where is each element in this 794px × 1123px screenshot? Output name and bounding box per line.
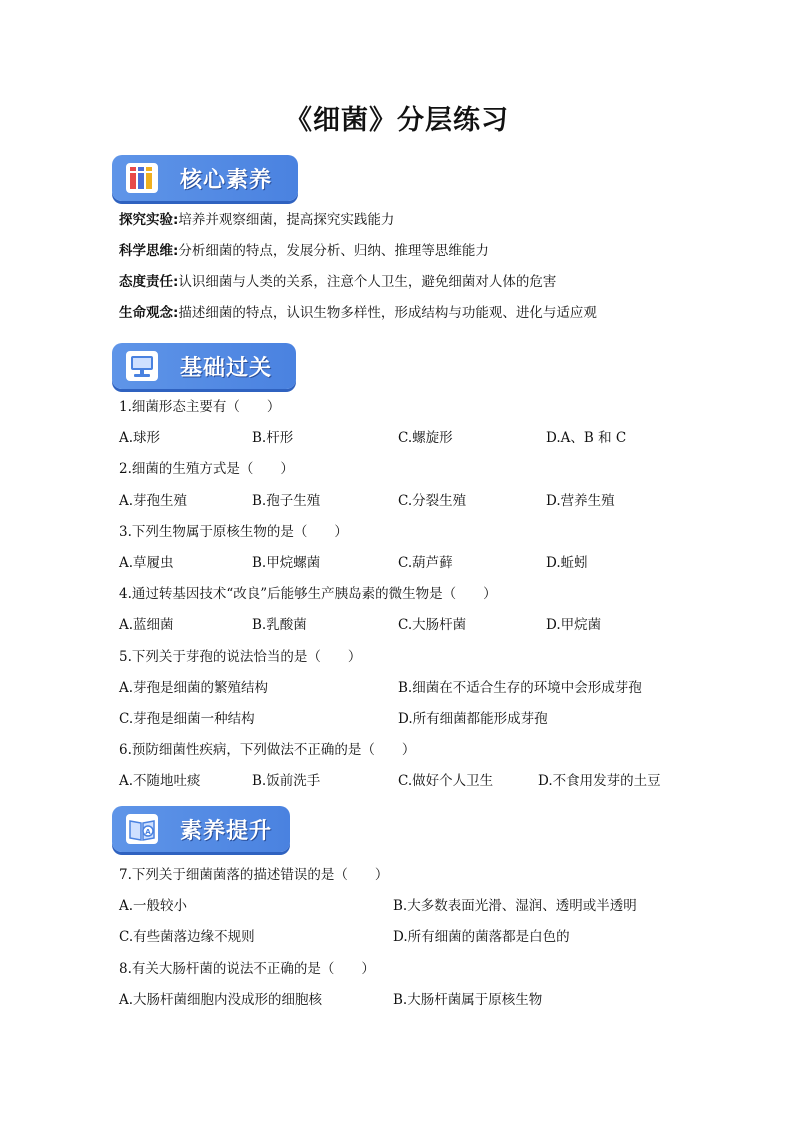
option: A.不随地吐痰 [119, 773, 201, 789]
books-icon [120, 161, 164, 195]
computer-desk-icon [120, 349, 164, 383]
option: A.球形 [119, 430, 161, 446]
option: A.芽孢是细菌的繁殖结构 [119, 680, 269, 696]
option: C.有些菌落边缘不规则 [119, 929, 255, 945]
section-title-improve: 素养提升 [180, 819, 273, 844]
core-item: 科学思维:分析细菌的特点，发展分析、归纳、推理等思维能力 [119, 243, 489, 259]
reading-book-icon [120, 812, 164, 846]
option: B.乳酸菌 [252, 617, 307, 633]
option: B.大多数表面光滑、湿润、透明或半透明 [393, 898, 637, 914]
question: 4.通过转基因技术“改良”后能够生产胰岛素的微生物是（ ） [119, 586, 497, 602]
option: A.大肠杆菌细胞内没成形的细胞核 [119, 992, 323, 1008]
question: 5.下列关于芽孢的说法恰当的是（ ） [119, 649, 362, 665]
section-banner-improve [112, 806, 290, 852]
section-title-basic: 基础过关 [180, 356, 273, 381]
section-title-core: 核心素养 [180, 168, 273, 193]
option: B.细菌在不适合生存的环境中会形成芽孢 [398, 680, 642, 696]
option: C.大肠杆菌 [398, 617, 467, 633]
option: D.不食用发芽的土豆 [538, 773, 661, 789]
option: D.甲烷菌 [546, 617, 602, 633]
option: C.做好个人卫生 [398, 773, 494, 789]
core-item: 生命观念:描述细菌的特点，认识生物多样性，形成结构与功能观、进化与适应观 [119, 305, 597, 321]
option: C.芽孢是细菌一种结构 [119, 711, 255, 727]
question: 3.下列生物属于原核生物的是（ ） [119, 524, 348, 540]
core-item: 探究实验:培养并观察细菌，提高探究实践能力 [119, 212, 395, 228]
question: 6.预防细菌性疾病，下列做法不正确的是（ ） [119, 742, 416, 758]
option: B.孢子生殖 [252, 493, 321, 509]
svg-text:A: A [145, 828, 151, 836]
option: A.草履虫 [119, 555, 174, 571]
core-item: 态度责任:认识细菌与人类的关系，注意个人卫生，避免细菌对人体的危害 [119, 274, 557, 290]
option: A.芽孢生殖 [119, 493, 188, 509]
option: B.杆形 [252, 430, 294, 446]
section-banner-basic [112, 343, 296, 389]
option: B.饭前洗手 [252, 773, 321, 789]
option: C.螺旋形 [398, 430, 453, 446]
option: C.葫芦藓 [398, 555, 453, 571]
option: D.所有细菌都能形成芽孢 [398, 711, 548, 727]
question: 8.有关大肠杆菌的说法不正确的是（ ） [119, 961, 375, 977]
option: A.蓝细菌 [119, 617, 174, 633]
option: B.大肠杆菌属于原核生物 [393, 992, 543, 1008]
question: 7.下列关于细菌菌落的描述错误的是（ ） [119, 867, 389, 883]
question: 2.细菌的生殖方式是（ ） [119, 461, 294, 477]
option: D.A、B 和 C [546, 430, 627, 446]
option: A.一般较小 [119, 898, 188, 914]
option: C.分裂生殖 [398, 493, 467, 509]
section-banner-core [112, 155, 298, 201]
option: D.蚯蚓 [546, 555, 588, 571]
option: D.营养生殖 [546, 493, 615, 509]
question: 1.细菌形态主要有（ ） [119, 399, 281, 415]
option: B.甲烷螺菌 [252, 555, 321, 571]
option: D.所有细菌的菌落都是白色的 [393, 929, 570, 945]
page-title: 《细菌》分层练习 [285, 105, 509, 136]
